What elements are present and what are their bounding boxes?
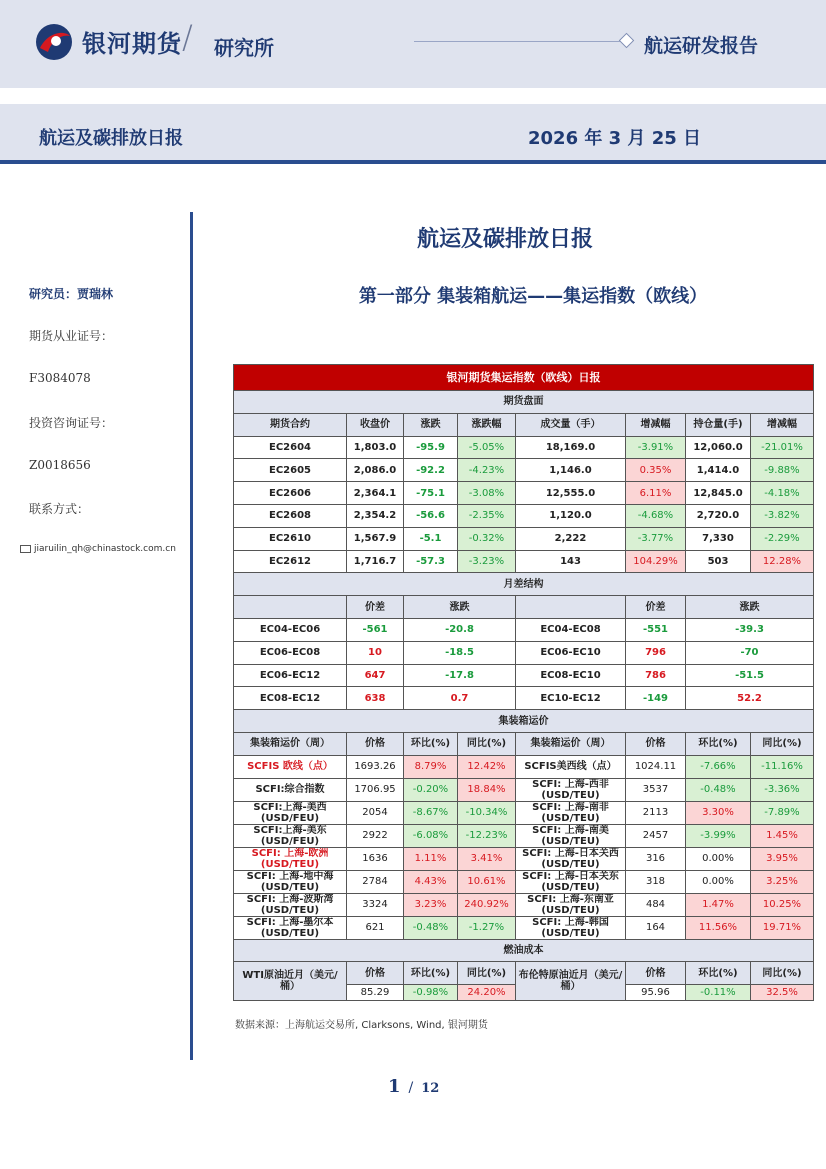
fuel-cell: -0.11%	[686, 985, 751, 1001]
column-header-row	[234, 732, 814, 755]
freight-cell: 1.45%	[751, 824, 814, 847]
report-date: 2026 年 3 月 25 日	[528, 128, 702, 149]
column-header: 价格	[626, 732, 686, 755]
fuel-cell: 85.29	[347, 985, 404, 1001]
futures-cell: 2,364.1	[347, 482, 404, 505]
diamond-icon	[619, 33, 635, 49]
spread-name: EC06-EC10	[516, 641, 626, 664]
page-total: 12	[421, 1081, 440, 1096]
section-row	[234, 573, 814, 596]
futures-cell: -2.35%	[458, 504, 516, 527]
spread-name: EC06-EC12	[234, 664, 347, 687]
freight-cell: SCFI: 上海-南非 (USD/TEU)	[516, 801, 626, 824]
futures-cell: -3.23%	[458, 550, 516, 573]
freight-cell: 484	[626, 893, 686, 916]
freight-cell: 316	[626, 847, 686, 870]
futures-cell: 0.35%	[626, 459, 686, 482]
fuel-cell: 32.5%	[751, 985, 814, 1001]
futures-cell: 7,330	[686, 527, 751, 550]
freight-cell: SCFI: 上海-日本关西 (USD/TEU)	[516, 847, 626, 870]
freight-cell: SCFI:综合指数	[234, 778, 347, 801]
table-title-row	[234, 365, 814, 391]
freight-cell: 1693.26	[347, 755, 404, 778]
column-header: 环比(%)	[404, 962, 458, 985]
column-header-row	[234, 962, 814, 985]
freight-cell: 1636	[347, 847, 404, 870]
freight-cell: 2054	[347, 801, 404, 824]
freight-cell: -0.20%	[404, 778, 458, 801]
spread-change: -39.3	[686, 618, 814, 641]
section-fuel: 燃油成本	[234, 939, 814, 962]
futures-cell: 1,716.7	[347, 550, 404, 573]
spread-change: 52.2	[686, 687, 814, 710]
column-header: 成交量（手）	[516, 413, 626, 436]
freight-cell: SCFI: 上海-韩国 (USD/TEU)	[516, 916, 626, 939]
section-title: 第一部分 集装箱航运——集运指数（欧线）	[358, 286, 708, 307]
futures-cell: 6.11%	[626, 482, 686, 505]
header-divider: /	[182, 18, 193, 56]
spread-change: -17.8	[404, 664, 516, 687]
column-header: 价差	[626, 596, 686, 619]
table-row	[234, 801, 814, 824]
page-number	[388, 1076, 439, 1097]
column-header: 涨跌幅	[458, 413, 516, 436]
table-row	[234, 550, 814, 573]
table-row	[234, 618, 814, 641]
freight-cell: 12.42%	[458, 755, 516, 778]
advisory-label: 投资咨询证号：	[29, 416, 114, 430]
freight-cell: -0.48%	[404, 916, 458, 939]
futures-cell: 2,720.0	[686, 504, 751, 527]
spread-name: EC06-EC08	[234, 641, 347, 664]
freight-cell: SCFI: 上海-墨尔本 (USD/TEU)	[234, 916, 347, 939]
futures-cell: -3.82%	[751, 504, 814, 527]
freight-cell: -11.16%	[751, 755, 814, 778]
fuel-cell: 95.96	[626, 985, 686, 1001]
freight-cell: 3.41%	[458, 847, 516, 870]
freight-cell: 2922	[347, 824, 404, 847]
spread-name: EC08-EC12	[234, 687, 347, 710]
spread-value: 786	[626, 664, 686, 687]
table-row	[234, 436, 814, 459]
freight-cell: -7.66%	[686, 755, 751, 778]
futures-cell: 1,146.0	[516, 459, 626, 482]
freight-cell: SCFI: 上海-波斯湾 (USD/TEU)	[234, 893, 347, 916]
table-row	[234, 916, 814, 939]
futures-cell: 1,803.0	[347, 436, 404, 459]
column-header: 涨跌	[404, 413, 458, 436]
spread-name: EC04-EC06	[234, 618, 347, 641]
freight-cell: -10.34%	[458, 801, 516, 824]
futures-cell: -3.91%	[626, 436, 686, 459]
futures-cell: -3.08%	[458, 482, 516, 505]
column-header: 收盘价	[347, 413, 404, 436]
spread-value: 796	[626, 641, 686, 664]
contact-label: 联系方式：	[29, 502, 90, 516]
column-header: 环比(%)	[686, 732, 751, 755]
table-row	[234, 687, 814, 710]
futures-cell: -21.01%	[751, 436, 814, 459]
freight-cell: 8.79%	[404, 755, 458, 778]
researcher: 研究员：贾瑞林	[29, 287, 114, 301]
column-header: 涨跌	[686, 596, 814, 619]
freight-cell: -7.89%	[751, 801, 814, 824]
table-row	[234, 664, 814, 687]
column-header: WTI原油近月（美元/桶）	[234, 962, 347, 1001]
futures-cell: EC2605	[234, 459, 347, 482]
futures-cell: 1,567.9	[347, 527, 404, 550]
column-header: 同比(%)	[751, 732, 814, 755]
empty-header	[516, 596, 626, 619]
freight-cell: 4.43%	[404, 870, 458, 893]
advisory-number: Z0018656	[29, 458, 91, 472]
freight-cell: 10.25%	[751, 893, 814, 916]
spread-change: 0.7	[404, 687, 516, 710]
futures-cell: -57.3	[404, 550, 458, 573]
freight-cell: 11.56%	[686, 916, 751, 939]
freight-cell: SCFIS 欧线（点）	[234, 755, 347, 778]
spread-value: 647	[347, 664, 404, 687]
freight-cell: SCFI: 上海-地中海 (USD/TEU)	[234, 870, 347, 893]
envelope-icon	[20, 545, 31, 553]
futures-cell: 2,222	[516, 527, 626, 550]
spread-name: EC10-EC12	[516, 687, 626, 710]
column-header: 增减幅	[751, 413, 814, 436]
freight-cell: 1.47%	[686, 893, 751, 916]
futures-cell: EC2610	[234, 527, 347, 550]
daily-report-table	[233, 364, 814, 1001]
fuel-cell: -0.98%	[404, 985, 458, 1001]
freight-cell: SCFI: 上海-欧洲 (USD/TEU)	[234, 847, 347, 870]
band-underline	[0, 160, 826, 164]
futures-cell: -9.88%	[751, 459, 814, 482]
column-header: 价格	[626, 962, 686, 985]
futures-cell: -5.05%	[458, 436, 516, 459]
spread-name: EC08-EC10	[516, 664, 626, 687]
freight-cell: SCFI:上海-美东 (USD/FEU)	[234, 824, 347, 847]
futures-cell: -4.68%	[626, 504, 686, 527]
section-spread: 月差结构	[234, 573, 814, 596]
column-header: 价差	[347, 596, 404, 619]
freight-cell: 2457	[626, 824, 686, 847]
table-row	[234, 482, 814, 505]
section-futures: 期货盘面	[234, 391, 814, 414]
freight-cell: 19.71%	[751, 916, 814, 939]
section-freight: 集装箱运价	[234, 710, 814, 733]
section-row	[234, 391, 814, 414]
report-type: 航运研发报告	[644, 35, 759, 57]
freight-cell: 1706.95	[347, 778, 404, 801]
fuel-cell: 24.20%	[458, 985, 516, 1001]
column-header: 集装箱运价（周）	[234, 732, 347, 755]
section-row	[234, 939, 814, 962]
futures-cell: 12.28%	[751, 550, 814, 573]
spread-change: -51.5	[686, 664, 814, 687]
table-row	[234, 870, 814, 893]
freight-cell: 0.00%	[686, 870, 751, 893]
column-header: 同比(%)	[458, 962, 516, 985]
spread-value: -551	[626, 618, 686, 641]
freight-cell: 3324	[347, 893, 404, 916]
data-source: 数据来源：上海航运交易所, Clarksons, Wind, 银河期货	[235, 1020, 488, 1031]
freight-cell: SCFI: 上海-日本关东 (USD/TEU)	[516, 870, 626, 893]
table-row	[234, 755, 814, 778]
spread-change: -18.5	[404, 641, 516, 664]
freight-cell: 3537	[626, 778, 686, 801]
futures-cell: 143	[516, 550, 626, 573]
futures-cell: 104.29%	[626, 550, 686, 573]
futures-cell: -0.32%	[458, 527, 516, 550]
futures-cell: -4.23%	[458, 459, 516, 482]
license-label: 期货从业证号：	[29, 329, 114, 343]
freight-cell: 18.84%	[458, 778, 516, 801]
spread-value: 10	[347, 641, 404, 664]
futures-cell: 2,354.2	[347, 504, 404, 527]
futures-cell: 1,414.0	[686, 459, 751, 482]
column-header: 价格	[347, 962, 404, 985]
spread-change: -20.8	[404, 618, 516, 641]
license-number: F3084078	[29, 371, 91, 385]
column-header: 价格	[347, 732, 404, 755]
futures-cell: -92.2	[404, 459, 458, 482]
sidebar-divider	[190, 212, 193, 1060]
brand-name: 银河期货	[82, 30, 182, 58]
freight-cell: -6.08%	[404, 824, 458, 847]
document-title: 航运及碳排放日报	[416, 227, 593, 252]
empty-header	[234, 596, 347, 619]
spread-value: 638	[347, 687, 404, 710]
column-header: 期货合约	[234, 413, 347, 436]
column-header: 涨跌	[404, 596, 516, 619]
futures-cell: EC2608	[234, 504, 347, 527]
column-header: 同比(%)	[458, 732, 516, 755]
column-header: 增减幅	[626, 413, 686, 436]
column-header: 持仓量(手)	[686, 413, 751, 436]
email-contact[interactable]	[20, 544, 176, 554]
freight-cell: 3.25%	[751, 870, 814, 893]
freight-cell: 3.95%	[751, 847, 814, 870]
column-header: 环比(%)	[686, 962, 751, 985]
freight-cell: 10.61%	[458, 870, 516, 893]
column-header: 布伦特原油近月（美元/桶）	[516, 962, 626, 1001]
column-header-row	[234, 413, 814, 436]
freight-cell: -8.67%	[404, 801, 458, 824]
futures-cell: 2,086.0	[347, 459, 404, 482]
freight-cell: 2113	[626, 801, 686, 824]
freight-cell: 1.11%	[404, 847, 458, 870]
header-line	[414, 41, 620, 42]
futures-cell: 12,845.0	[686, 482, 751, 505]
futures-cell: 1,120.0	[516, 504, 626, 527]
email-address[interactable]: jiaruilin_qh@chinastock.com.cn	[34, 544, 176, 554]
freight-cell: 164	[626, 916, 686, 939]
table-row	[234, 527, 814, 550]
freight-cell: 621	[347, 916, 404, 939]
futures-cell: -5.1	[404, 527, 458, 550]
futures-cell: EC2606	[234, 482, 347, 505]
page-separator: /	[408, 1080, 414, 1096]
page-header	[0, 0, 826, 88]
freight-cell: 1024.11	[626, 755, 686, 778]
freight-cell: SCFI:上海-美西 (USD/FEU)	[234, 801, 347, 824]
futures-cell: 12,555.0	[516, 482, 626, 505]
futures-cell: 18,169.0	[516, 436, 626, 459]
freight-cell: 3.30%	[686, 801, 751, 824]
freight-cell: -3.99%	[686, 824, 751, 847]
column-header-row	[234, 596, 814, 619]
freight-cell: 0.00%	[686, 847, 751, 870]
futures-cell: -4.18%	[751, 482, 814, 505]
table-row	[234, 893, 814, 916]
freight-cell: SCFI: 上海-南美 (USD/TEU)	[516, 824, 626, 847]
spread-value: -561	[347, 618, 404, 641]
column-header: 同比(%)	[751, 962, 814, 985]
freight-cell: SCFI: 上海-东南亚 (USD/TEU)	[516, 893, 626, 916]
section-row	[234, 710, 814, 733]
table-row	[234, 778, 814, 801]
futures-cell: -2.29%	[751, 527, 814, 550]
table-row	[234, 504, 814, 527]
freight-cell: -0.48%	[686, 778, 751, 801]
table-row	[234, 824, 814, 847]
futures-cell: EC2604	[234, 436, 347, 459]
futures-cell: -56.6	[404, 504, 458, 527]
band-title: 航运及碳排放日报	[39, 128, 183, 149]
futures-cell: EC2612	[234, 550, 347, 573]
freight-cell: -1.27%	[458, 916, 516, 939]
futures-cell: -95.9	[404, 436, 458, 459]
freight-cell: 318	[626, 870, 686, 893]
galaxy-logo-icon	[34, 22, 74, 62]
freight-cell: -12.23%	[458, 824, 516, 847]
column-header: 集装箱运价（周）	[516, 732, 626, 755]
spread-name: EC04-EC08	[516, 618, 626, 641]
spread-change: -70	[686, 641, 814, 664]
freight-cell: -3.36%	[751, 778, 814, 801]
futures-cell: -3.77%	[626, 527, 686, 550]
table-row	[234, 459, 814, 482]
futures-cell: -75.1	[404, 482, 458, 505]
page-current: 1	[388, 1076, 401, 1097]
table-row	[234, 847, 814, 870]
freight-cell: 2784	[347, 870, 404, 893]
futures-cell: 503	[686, 550, 751, 573]
freight-cell: 3.23%	[404, 893, 458, 916]
freight-cell: 240.92%	[458, 893, 516, 916]
freight-cell: SCFIS美西线（点）	[516, 755, 626, 778]
freight-cell: SCFI: 上海-西非 (USD/TEU)	[516, 778, 626, 801]
spread-value: -149	[626, 687, 686, 710]
department-name: 研究所	[214, 36, 274, 60]
table-title: 银河期货集运指数（欧线）日报	[234, 365, 814, 391]
column-header: 环比(%)	[404, 732, 458, 755]
table-row	[234, 641, 814, 664]
futures-cell: 12,060.0	[686, 436, 751, 459]
